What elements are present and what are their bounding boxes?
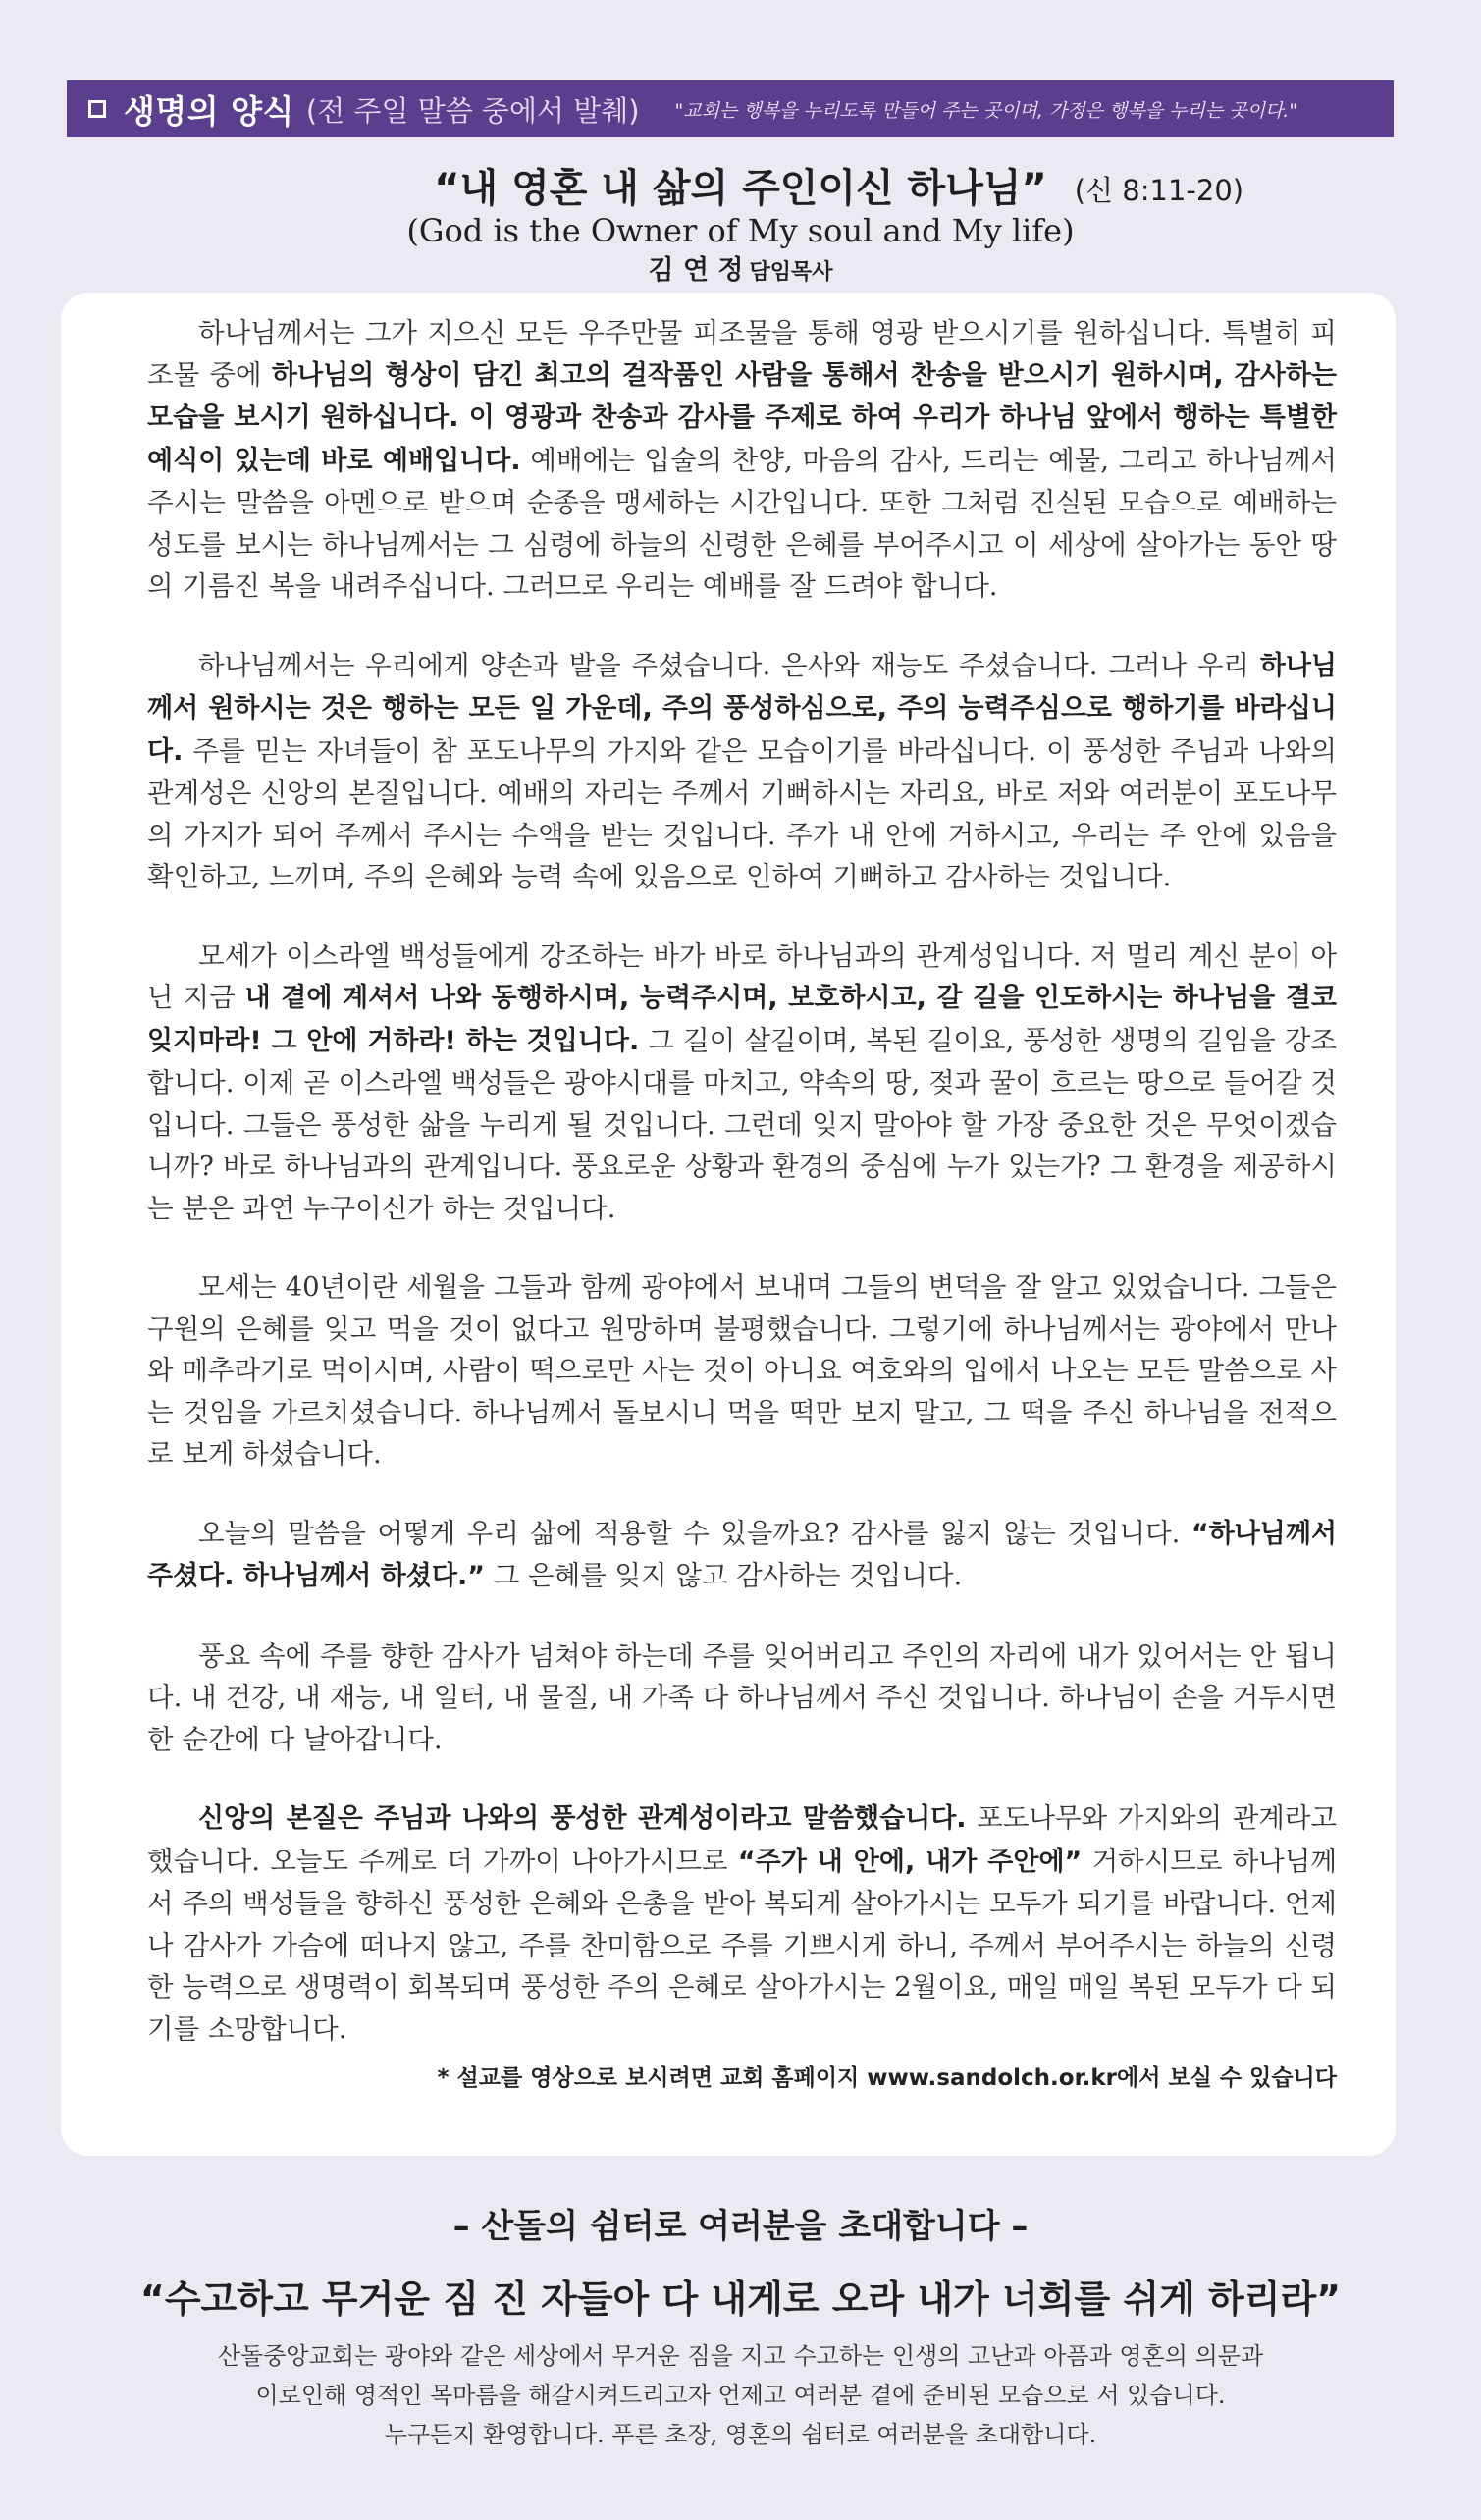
paragraph-text: 모세는 40년이란 세월을 그들과 함께 광야에서 보내며 그들의 변덕을 잘 알고 있었습니다. 그들은 구원의 은혜를 잊고 먹을 것이 없다고 원망하며 불평했습니다. 그렇기에 하나님께서는 광야에서 만나와 메추라기로 먹이시며, 사람이 떡으로만 사는 것이 아니요 여호와의 입에서 나오는 모든 말씀으로 사는 것임을 가르치셨습니다. 하나님께서 돌보시니 먹을 떡만 보지 말고, 그 떡을 주신 하나님을 전적으로 보게 하셨습니다. [147,1271,1337,1470]
emphasized-text: “하나님께서 주셨다. 하나님께서 하셨다.” [147,1518,1337,1591]
sermon-body [147,312,1337,2087]
section-subtitle: (전 주일 말씀 중에서 발췌) [305,93,640,128]
invitation-verse: “수고하고 무거운 짐 진 자들아 다 내게로 오라 내가 너희를 쉬게 하리라” [139,2278,1342,2321]
invitation-description [0,2336,1481,2454]
paragraph-text: 그 은혜를 잊지 않고 감사하는 것입니다. [484,1560,963,1591]
sermon-paragraph [147,645,1337,898]
sermon-paragraph [147,1513,1337,1598]
sermon-paragraph [147,312,1337,608]
pastor-role: 담임목사 [749,260,833,285]
english-title: (God is the Owner of My soul and My life) [406,212,1075,249]
sermon-title: “내 영혼 내 삶의 주인이신 하나님” [434,166,1047,211]
square-bullet-icon [88,100,106,118]
emphasized-text: “주가 내 안에, 내가 주안에” [737,1846,1083,1877]
sermon-paragraph [147,1797,1337,2050]
invitation-block [0,2199,1481,2454]
sermon-card [61,293,1396,2156]
sermon-title-line [434,157,1244,213]
scripture-reference: (신 8:11-20) [1074,174,1244,207]
pastor-line [0,248,1481,287]
paragraph-text: 풍요 속에 주를 향한 감사가 넘쳐야 하는데 주를 잊어버리고 주인의 자리에 내가 있어서는 안 됩니다. 내 건강, 내 재능, 내 일터, 내 물질, 내 가족 다 하나님께서 주신 것입니다. 하나님이 손을 거두시면 한 순간에 다 날아갑니다. [147,1639,1337,1755]
paragraph-text: 오늘의 말씀을 어떻게 우리 삶에 적용할 수 있을까요? 감사를 잃지 않는 것입니다. [198,1517,1191,1549]
section-header-bar [67,80,1394,137]
paragraph-text: 포도나무와 가지와의 관계라고 했습니다. 오늘도 주께로 더 가까이 나아가시므로 [147,1802,1337,1877]
paragraph-text: 거하시므로 하나님께서 주의 백성들을 향하신 풍성한 은혜와 은총을 받아 복되게 살아가시는 모두가 되기를 바랍니다. 언제나 감사가 가슴에 떠나지 않고, 주를 찬미함으로 주를 기쁘시게 하니, 주께서 부어주시는 하늘의 신령한 능력으로 생명력이 회복되며 풍성한 주의 은혜로 살아가시는 2월이요, 매일 매일 복된 모두가 다 되기를 소망합니다. [147,1845,1337,2045]
sermon-paragraph [147,936,1337,1230]
pastor-name: 김 연 정 [648,255,744,286]
paragraph-text: 하나님께서는 그가 지으신 모든 우주만물 피조물을 통해 영광 받으시기를 원하십니다. 특별히 피조물 중에 [147,317,1337,391]
emphasized-text: 신앙의 본질은 주님과 나와의 풍성한 관계성이라고 말씀했습니다. [198,1803,967,1834]
paragraph-text: 주를 믿는 자녀들이 참 포도나무의 가지와 같은 모습이기를 바라십니다. 이 풍성한 주님과 나와의 관계성은 신앙의 본질입니다. 예배의 자리는 주께서 기뻐하시는 자리요, 바로 저와 여러분이 포도나무의 가지가 되어 주께서 주시는 수액을 받는 것입니다. 주가 내 안에 거하시고, 우리는 주 안에 있음을 확인하고, 느끼며, 주의 은혜와 능력 속에 있음으로 인하여 기뻐하고 감사하는 것입니다. [147,734,1337,892]
section-title: 생명의 양식 [124,91,294,131]
invitation-line: 이로인해 영적인 목마름을 해갈시켜드리고자 언제고 여러분 곁에 준비된 모습으로 서 있습니다. [255,2382,1226,2409]
video-footnote: * 설교를 영상으로 보시려면 교회 홈페이지 www.sandolch.or.kr에서 보실 수 있습니다 [437,2065,1337,2091]
paragraph-text: 예배에는 입술의 찬양, 마음의 감사, 드리는 예물, 그리고 하나님께서 주시는 말씀을 아멘으로 받으며 순종을 맹세하는 시간입니다. 또한 그처럼 진실된 모습으로 예배하는 성도를 보시는 하나님께서는 그 심령에 하늘의 신령한 은혜를 부어주시고 이 세상에 살아가는 동안 땅의 기름진 복을 내려주십니다. 그러므로 우리는 예배를 잘 드려야 합니다. [147,444,1337,602]
emphasized-text: 내 곁에 계셔서 나와 동행하시며, 능력주시며, 보호하시고, 갈 길을 인도하시는 하나님을 결코 잊지마라! 그 안에 거하라! 하는 것입니다. [147,983,1338,1056]
sermon-paragraph [147,1635,1337,1761]
paragraph-text: 하나님께서는 우리에게 양손과 발을 주셨습니다. 은사와 재능도 주셨습니다. 그러나 우리 [198,649,1260,681]
paragraph-text: 모세가 이스라엘 백성들에게 강조하는 바가 바로 하나님과의 관계성입니다. 저 멀리 계신 분이 아닌 지금 [147,939,1337,1013]
invitation-line: 산돌중앙교회는 광야와 같은 세상에서 무거운 짐을 지고 수고하는 인생의 고난과 아픔과 영혼의 의문과 [217,2342,1264,2370]
invitation-line: 누구든지 환영합니다. 푸른 초장, 영혼의 쉼터로 여러분을 초대합니다. [384,2421,1097,2448]
emphasized-text: 하나님의 형상이 담긴 최고의 걸작품인 사람을 통해서 찬송을 받으시기 원하시며, 감사하는 모습을 보시기 원하십니다. 이 영광과 찬송과 감사를 주제로 하여 우리가 하나님 앞에서 행하는 특별한 예식이 있는데 바로 예배입니다. [147,359,1337,476]
paragraph-text: 그 길이 살길이며, 복된 길이요, 풍성한 생명의 길임을 강조합니다. 이제 곧 이스라엘 백성들은 광야시대를 마치고, 약속의 땅, 젖과 꿀이 흐르는 땅으로 들어갈 것입니다. 그들은 풍성한 삶을 누리게 될 것입니다. 그런데 잊지 말아야 할 가장 중요한 것은 무엇이겠습니까? 바로 하나님과의 관계입니다. 풍요로운 상황과 환경의 중심에 누가 있는가? 그 환경을 제공하시는 분은 과연 누구이신가 하는 것입니다. [147,1024,1337,1224]
emphasized-text: 하나님께서 원하시는 것은 행하는 모든 일 가운데, 주의 풍성하심으로, 주의 능력주심으로 행하기를 바라십니다. [147,650,1338,767]
invitation-heading: – 산돌의 쉼터로 여러분을 초대합니다 – [452,2207,1029,2246]
sermon-paragraph [147,1266,1337,1475]
section-quote: "교회는 행복을 누리도록 만들어 주는 곳이며, 가정은 행복을 누리는 곳이다." [674,99,1298,122]
sermon-title-block [0,157,1481,287]
